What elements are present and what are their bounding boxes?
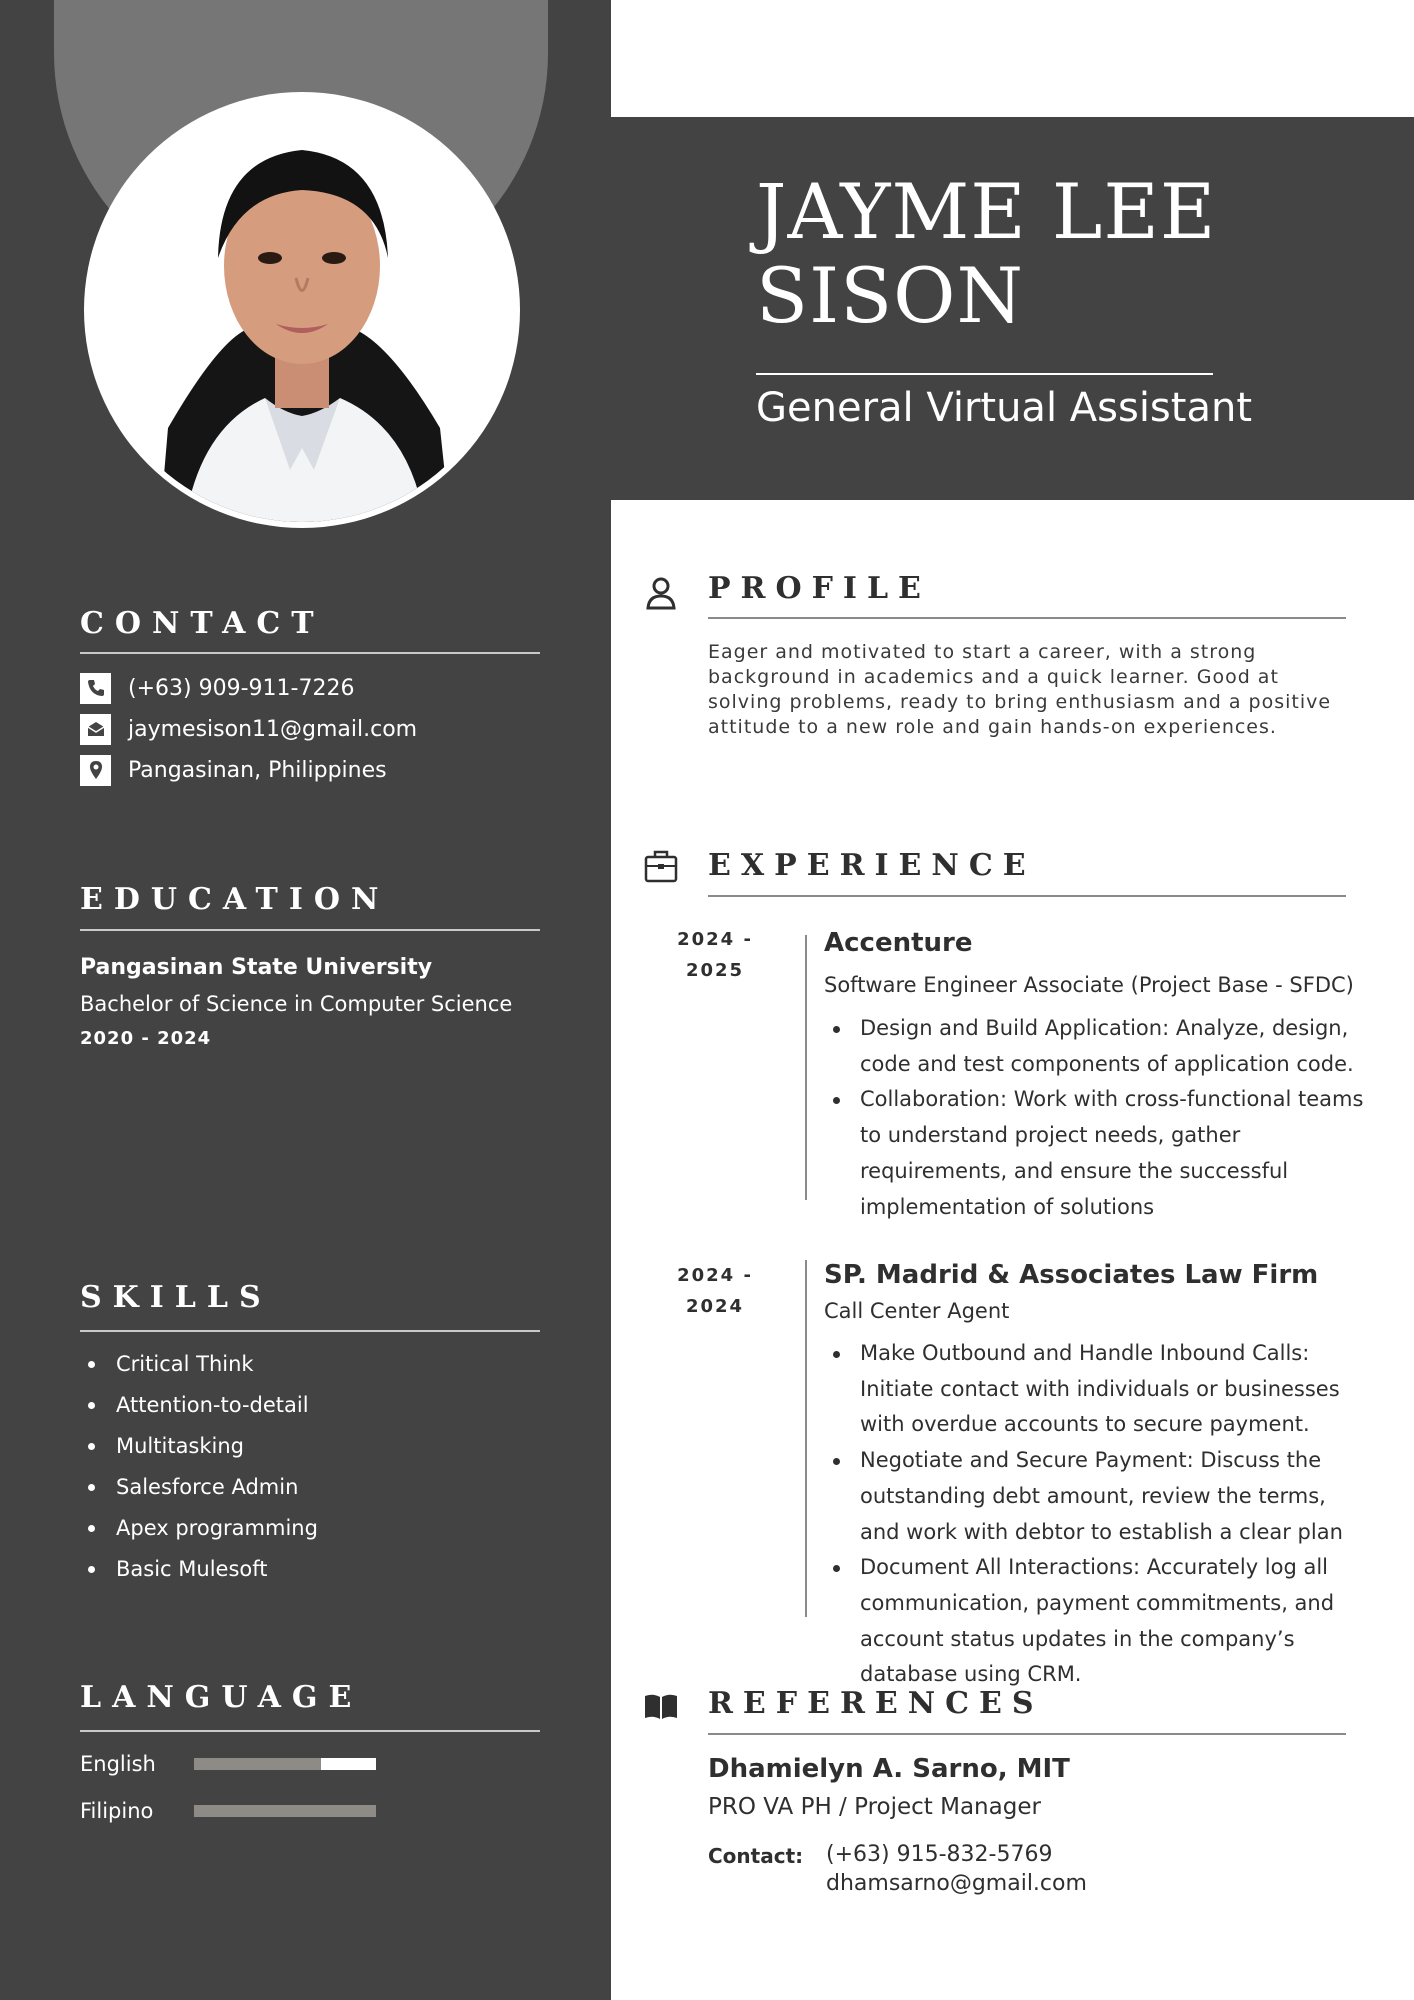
language-label: English: [80, 1752, 156, 1776]
experience-bullet: Document All Interactions: Accurately log all communication, payment commitments, and account status updates in the company’s database using CRM.: [824, 1550, 1364, 1693]
references-heading: REFERENCES: [708, 1686, 1044, 1721]
experience-bullets: [824, 1011, 1364, 1225]
skill-item: Apex programming: [80, 1510, 318, 1551]
reference-contact-label: Contact:: [708, 1844, 804, 1868]
language-level-bar: [194, 1805, 376, 1817]
contact-phone: (+63) 909-911-7226: [128, 675, 355, 701]
experience-date-end: 2025: [685, 960, 745, 981]
language-row-filipino: [80, 1799, 376, 1823]
reference-phone: (+63) 915-832-5769: [826, 1842, 1053, 1867]
skill-item: Critical Think: [80, 1346, 318, 1387]
experience-dates: [665, 924, 765, 986]
profile-divider: [708, 617, 1346, 619]
job-title: General Virtual Assistant: [756, 385, 1252, 431]
experience-dates: [665, 1260, 765, 1322]
experience-company: Accenture: [824, 928, 973, 958]
contact-divider: [80, 652, 540, 654]
education-years: 2020 - 2024: [80, 1028, 212, 1049]
open-book-icon: [643, 1688, 679, 1724]
skills-list: [80, 1346, 318, 1592]
experience-bullet: Collaboration: Work with cross-functional teams to understand project needs, gather requirements, and ensure the successful implementation of solutions: [824, 1082, 1364, 1225]
contact-location: Pangasinan, Philippines: [128, 757, 387, 783]
contact-heading: CONTACT: [80, 606, 325, 641]
candidate-name: [756, 167, 1316, 340]
education-degree: Bachelor of Science in Computer Science: [80, 992, 513, 1016]
contact-email-row: [80, 713, 417, 745]
candidate-name-line2: SISON: [756, 251, 1024, 340]
reference-name: Dhamielyn A. Sarno, MIT: [708, 1754, 1070, 1784]
phone-icon: [80, 673, 111, 704]
profile-heading: PROFILE: [708, 571, 931, 606]
reference-position: PRO VA PH / Project Manager: [708, 1794, 1041, 1820]
language-level-fill: [321, 1758, 376, 1770]
language-divider: [80, 1730, 540, 1732]
experience-bullet: Design and Build Application: Analyze, design, code and test components of application code.: [824, 1011, 1364, 1082]
experience-date-start: 2024 -: [677, 1265, 753, 1286]
references-divider: [708, 1733, 1346, 1735]
education-divider: [80, 929, 540, 931]
skill-item: Multitasking: [80, 1428, 318, 1469]
language-row-english: [80, 1752, 376, 1776]
skill-item: Salesforce Admin: [80, 1469, 318, 1510]
skill-item: Basic Mulesoft: [80, 1551, 318, 1592]
profile-summary: Eager and motivated to start a career, with a strong background in academics and a quick learner. Good at solving problems, ready to bring enthusiasm and a positive attitude to a new role and gain hands-on experiences.: [708, 641, 1332, 738]
experience-company: SP. Madrid & Associates Law Firm: [824, 1260, 1319, 1290]
language-level-bar: [194, 1758, 376, 1770]
candidate-name-line1: JAYME LEE: [756, 167, 1217, 256]
contact-phone-row: [80, 672, 354, 704]
education-heading: EDUCATION: [80, 882, 390, 917]
experience-bullet: Make Outbound and Handle Inbound Calls: Initiate contact with individuals or businesses with overdue accounts to secure payment.: [824, 1336, 1364, 1443]
experience-date-start: 2024 -: [677, 929, 753, 950]
experience-heading: EXPERIENCE: [708, 848, 1036, 883]
map-pin-icon: [80, 755, 111, 786]
reference-email: dhamsarno@gmail.com: [826, 1871, 1087, 1896]
language-label: Filipino: [80, 1799, 154, 1823]
experience-bullet: Negotiate and Secure Payment: Discuss the outstanding debt amount, review the terms, and work with debtor to establish a clear plan: [824, 1443, 1364, 1550]
person-icon: [643, 575, 679, 611]
timeline-line: [805, 1260, 807, 1617]
experience-divider: [708, 895, 1346, 897]
skill-item: Attention-to-detail: [80, 1387, 318, 1428]
timeline-line: [805, 935, 807, 1200]
experience-role: Call Center Agent: [824, 1299, 1010, 1323]
envelope-icon: [80, 714, 111, 745]
contact-location-row: [80, 754, 387, 786]
education-school: Pangasinan State University: [80, 955, 433, 980]
experience-role: Software Engineer Associate (Project Base - SFDC): [824, 973, 1354, 997]
contact-email: jaymesison11@gmail.com: [128, 716, 418, 742]
experience-bullets: [824, 1336, 1364, 1693]
skills-heading: SKILLS: [80, 1280, 272, 1315]
experience-date-end: 2024: [685, 1296, 745, 1317]
language-heading: LANGUAGE: [80, 1680, 363, 1715]
skills-divider: [80, 1330, 540, 1332]
name-divider: [756, 373, 1213, 375]
briefcase-icon: [643, 848, 679, 884]
profile-photo: [84, 92, 520, 528]
